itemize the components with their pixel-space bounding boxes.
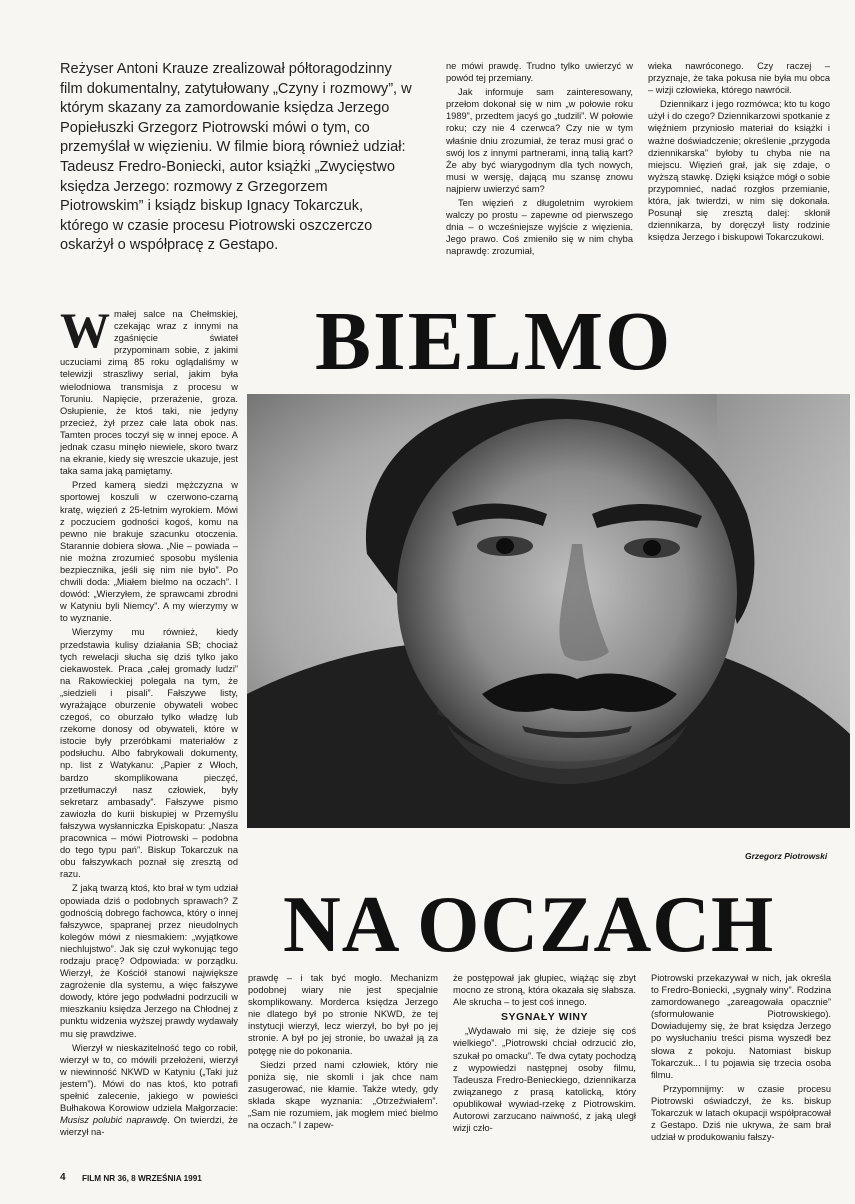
- lead-paragraph: Reżyser Antoni Krauze zrealizował półtoragodzinny film dokumentalny, zatytułowany „Czyny i rozmowy”, w którym skazany za zamordowanie księdza Jerzego Popiełuszki Grzegorz Piotrowski mówi o tym, co przemyślał w więzieniu. W filmie biorą również udział: Tadeusz Fredro-Boniecki, autor książki „Zwycięstwo księdza Jerzego: rozmowy z Grzegorzem Piotrowskim” i ksiądz biskup Ignacy Tokarczuk, którego w czasie procesu Piotrowski oszczerczo oskarżył o współpracę z Gestapo.: [60, 61, 412, 254]
- bottom-column-1: [248, 972, 438, 1133]
- paragraph: Siedzi przed nami człowiek, który nie poniża się, nie skomli i jak chce nam zasugerować, nie kłamie. Także wtedy, gdy składa skąpe wyznania: „Otrzeźwiałem”. „Sam nie rozumiem, jak mogłem mieć bielmo na oczach.” I zapew-: [248, 1059, 438, 1131]
- drop-cap: W: [60, 302, 110, 358]
- paragraph: wieka nawróconego. Czy raczej – przyznaje, że taka pokusa nie była mu obca – wizji człowieka, którego nawrócił.: [648, 61, 830, 96]
- left-column: [60, 302, 238, 1140]
- paragraph: Wierzymy mu również, kiedy przedstawia kulisy działania SB; chociaż tych rewelacji słucha się dziś tylko jako ciekawostek. Praca „całej gromady ludzi” na Rakowieckiej polegała na tym, że „siedzieli i pisali”. Fałszywe listy, wyrażające oburzenie obywateli wobec czegoś, co oburzało tylko władzę lub rzekome donosy od obywateli, które w istocie były przeróbkami materiałów z podsłuchu. Albo fabrykowali dokumenty, np. list z Watykanu: „Papier z Włoch, bardzo skomplikowana pieczęć, przetłumaczył nasz człowiek, były sekretarz ambasady”. Fałszywe pismo zawiozła do kurii biskupiej w Przemyślu fałszywa wysłanniczka Episkopatu: „Nasza pracownica – mówi Piotrowski – podobna do tego typu pań”. Biskup Tokarczuk na obu fałszywkach poznał się zresztą od razu.: [60, 627, 238, 880]
- top-column-2: [446, 60, 633, 260]
- paragraph: Z jaką twarzą ktoś, kto brał w tym udział opowiada dziś o podobnych sprawach? Z godnością dobrego fachowca, który o innej fałszywce, spapranej przez nieudolnych kolegów mówi z niesmakiem: „wyjątkowe niechlujstwo”. Jak się czuł wykonując tego rodzaju pracę? Odpowiada: w porządku. Wierzył, że Kościół stanowi największe zagrożenie dla systemu, a więc fałszywe dowody, które jego podwładni podrzucili w mieszkaniu księdza Jerzego na Chłodnej z punktu widzenia wyższej prawdy wydawały mu się prawdziwe.: [60, 883, 238, 1039]
- paragraph: Dziennikarz i jego rozmówca; kto tu kogo użył i do czego? Dziennikarzowi spotkanie z więźniem przyniosło materiał do książki i ważne doświadczenie; określenie „przygoda dziennikarska” byłoby tu chyba nie na miejscu. Więzień grał, jak się zdaje, o wyższą stawkę. Dzięki książce mógł o sobie przypomnieć, nadać rozgłos przemianie, która, jak twierdzi, w nim się dokonała. Posunął się zresztą dalej: skłonił dziennikarza, by doręczył listy rodzinie księdza Jerzego i biskupowi Tokarczukowi.: [648, 99, 830, 243]
- bottom-column-2: [453, 972, 636, 1136]
- paragraph: Piotrowski przekazywał w nich, jak określa to Fredro-Boniecki, „sygnały winy”. Rodzina zamordowanego „zareagowała opacznie” (sformułowanie Piotrowskiego). Dowiadujemy się, że brat księdza Jerzego po wysłuchaniu treści pisma wyszedł bez słowa z pokoju. Natomiast biskup Tokarczuk... I tu pojawia się trzecia osoba filmu.: [651, 973, 831, 1080]
- top-column-3: [648, 60, 830, 245]
- portrait-image: [247, 394, 850, 828]
- headline-line-1: BIELMO: [315, 295, 673, 388]
- paragraph: Przypomnijmy: w czasie procesu Piotrowski oświadczył, że ks. biskup Tokarczuk w latach okupacji współpracował z Gestapo. Dziś nie ukrywa, że sam brał udział w produkowaniu fałszy-: [651, 1083, 831, 1143]
- headline-line-2: NA OCZACH: [283, 881, 775, 969]
- paragraph: Wierzył w nieskazitelność tego co robił, wierzył w to, co mówili przełożeni, wierzył w niewinność NKWD w Katyniu („Taki już jestem”). Mówi do nas ktoś, kto potrafi spełnić zalecenie, jakiego w powieści Bułhakowa Korowiow udziela Małgorzacie: Musisz polubić naprawdę. On twierdzi, że wierzył na-: [60, 1042, 238, 1138]
- paragraph: Jak informuje sam zainteresowany, przełom dokonał się w nim „w połowie roku 1989”, przedtem jacyś go „tudzili”. W połowie roku; czy nie 4 czerwca? Czy nie w tym właśnie dniu zrozumiał, że teraz musi grać o swój los z innymi partnerami, inną talią kart? Że aby być wiarygodnym dla tych nowych, musi w wersję, dającą mu szansę znowu najpierw uwierzyć sam?: [446, 87, 633, 194]
- paragraph: Przed kamerą siedzi mężczyzna w sportowej koszuli w czerwono-czarną kratę, więzień z 25-letnim wyrokiem. Mówi z poczuciem godności kogoś, komu na pewno nie brakuje szacunku otoczenia. Starannie dobiera słowa. „Nie – powiada – nie można zrozumieć sposobu myślenia bezpiecznika, jeśli się nim nie było”. Po chwili doda: „Miałem bielmo na oczach”. I dowód: „Wierzyłem, że sprawcami zbrodni w Katyniu byli Niemcy”. A my wierzymy w to wyznanie.: [60, 480, 238, 624]
- issue-info: FILM NR 36, 8 WRZEŚNIA 1991: [82, 1174, 202, 1183]
- bottom-column-3: [651, 972, 831, 1145]
- paragraph: że postępował jak głupiec, wiążąc się zbyt mocno ze stroną, która okazała się słabsza. Ale skrucha – to jest coś innego.: [453, 973, 636, 1008]
- photo-caption: Grzegorz Piotrowski: [745, 851, 828, 861]
- section-heading: SYGNAŁY WINY: [501, 1011, 588, 1024]
- paragraph: Wmałej salce na Chełmskiej, czekając wraz z innymi na zgaśnięcie świateł przypominam sobie, z jakimi uczuciami zimą 85 roku oglądaliśmy w telewizji straszliwy serial, jakim była wielodniowa transmisja z procesu w Toruniu. Napięcie, przerażenie, groza. Osłupienie, że ktoś taki, nie jedyny przecież, żył przez całe lata obok nas. Tamten proces toczył się w innej epoce. A jednak czasu minęło niewiele, skoro twarz na ekranie, kiedy się wreszcie ukazuje, jest taka sama jaką pamiętamy.: [60, 302, 238, 477]
- paragraph: Ten więzień z długoletnim wyrokiem walczy po prostu – zapewne od pierwszego dnia – o wcześniejsze wyjście z więzienia. Jego prawo. Coś zmieniło się w nim chyba naprawdę: zrozumiał,: [446, 198, 633, 257]
- paragraph: „Wydawało mi się, że dzieje się coś wielkiego”. „Piotrowski chciał odrzucić zło, szukał po omacku”. Te dwa cytaty pochodzą z wypowiedzi następnej osoby filmu, Tadeusza Fredro-Benieckiego, dziennikarza związanego z prasą katolicką, który opublikował wywiad-rzekę z Piotrowskim. Autorowi zarzucano naiwność, z jaką uległ wizji czło-: [453, 1026, 636, 1134]
- portrait-photo: [247, 394, 850, 828]
- page-number: 4: [60, 1172, 66, 1183]
- paragraph: prawdę – i tak być mogło. Mechanizm podobnej wiary nie jest specjalnie skomplikowany. Morderca księdza Jerzego nie dlatego był po stronie NKWD, że tej instytucji wierzył, lecz wierzył, bo był po jej stronie. A był po jej stronie, bo uważał ją za potęgę nie do pokonania.: [248, 973, 438, 1056]
- paragraph: ne mówi prawdę. Trudno tylko uwierzyć w powód tej przemiany.: [446, 61, 633, 84]
